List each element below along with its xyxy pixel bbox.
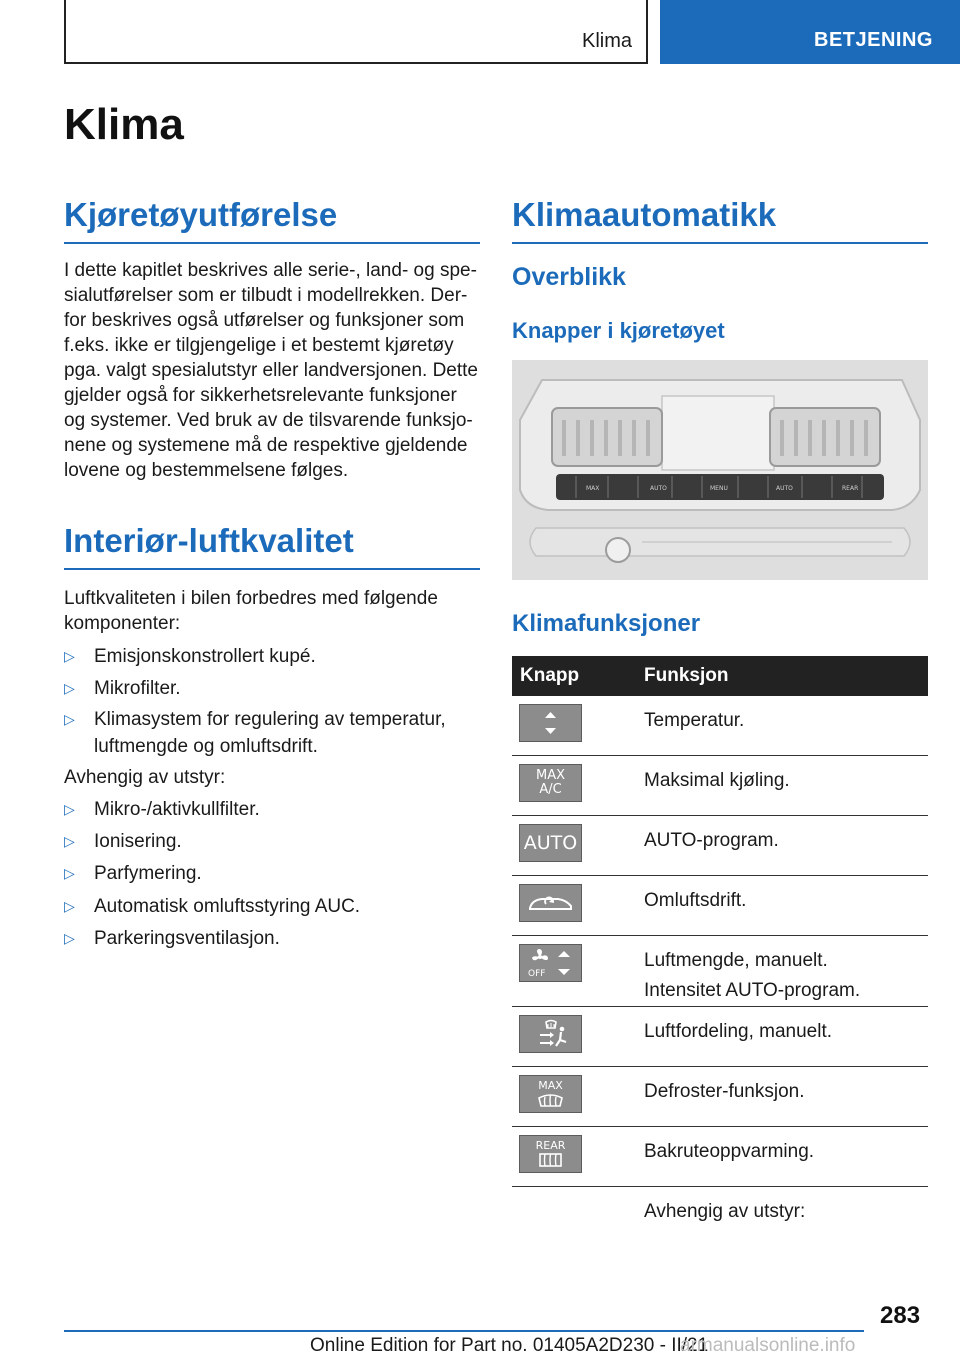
heading-overview: Overblikk <box>512 263 626 291</box>
list-item-text: Ionisering. <box>94 831 182 852</box>
footer-watermark: armanualsonline.info <box>680 1335 856 1356</box>
header-section-title: Klima <box>581 30 632 52</box>
panel-label: AUTO <box>650 485 667 492</box>
page-title: Klima <box>64 100 184 149</box>
list-item-text: Emisjonskonstrollert kupé. <box>94 646 316 667</box>
paragraph-vehicle-version <box>64 258 484 483</box>
text-line: I dette kapitlet beskrives alle serie-, land- og spe- <box>64 260 477 281</box>
heading-climate-functions: Klimafunksjoner <box>512 610 701 637</box>
table-row <box>512 816 928 876</box>
table-row <box>512 1127 928 1187</box>
function-description: Bakruteoppvarming. <box>636 1127 928 1187</box>
triangle-bullet-icon: ▷ <box>64 930 75 946</box>
text-line: nene og systemene må de respektive gjeldende <box>64 435 468 456</box>
panel-label: REAR <box>842 485 859 492</box>
table-row <box>512 1067 928 1127</box>
text-line: f.eks. ikke er tilgjengelige i et bestemt kjøretøy <box>64 335 454 356</box>
table-header-row <box>512 656 928 696</box>
depends-on-equipment-label: Avhengig av utstyr: <box>64 767 226 788</box>
icon-text: A/C <box>539 782 562 797</box>
temperature-arrows-icon <box>519 704 582 742</box>
text-line: luftmengde og omluftsdrift. <box>94 736 318 757</box>
table-row <box>512 936 928 1007</box>
air-distribution-icon <box>519 1015 582 1053</box>
climate-functions-table <box>512 656 928 1246</box>
function-description: Maksimal kjøling. <box>636 756 928 816</box>
list-item-text: Parkeringsventilasjon. <box>94 928 280 949</box>
column-header-function: Funksjon <box>636 656 928 696</box>
panel-label: MENU <box>710 485 728 492</box>
header-chapter-box <box>660 0 960 64</box>
list-item-text: Parfymering. <box>94 863 202 884</box>
page-number: 283 <box>880 1302 921 1329</box>
column-header-button: Knapp <box>512 656 636 696</box>
icon-text: REAR <box>535 1139 566 1152</box>
function-description: Omluftsdrift. <box>636 876 928 936</box>
list-item-text: Automatisk omluftsstyring AUC. <box>94 896 361 917</box>
list-item-text <box>94 706 484 760</box>
table-row <box>512 1187 928 1247</box>
triangle-bullet-icon: ▷ <box>64 711 75 727</box>
text-line: sialutførelser som er tilbudt i modellrekken. Der- <box>64 285 468 306</box>
heading-interior-air: Interiør-luftkvalitet <box>64 522 480 570</box>
text-line: for beskrives også utførelser og funksjoner som <box>64 310 465 331</box>
text-line: lovene og bestemmelsene følges. <box>64 460 349 481</box>
heading-buttons-in-vehicle: Knapper i kjøretøyet <box>512 318 725 343</box>
paragraph-air-quality <box>64 586 484 636</box>
text-line: pga. valgt spesialutstyr eller landversjonen. Dette <box>64 360 479 381</box>
function-description: Luftfordeling, manuelt. <box>636 1007 928 1067</box>
function-description: Temperatur. <box>636 696 928 756</box>
triangle-bullet-icon: ▷ <box>64 898 75 914</box>
auto-icon <box>519 824 582 862</box>
climate-panel-photo <box>512 360 928 580</box>
table-row <box>512 1007 928 1067</box>
max-ac-icon <box>519 764 582 802</box>
function-description: Intensitet AUTO-program. <box>644 980 861 1001</box>
function-description: Luftmengde, manuelt. <box>644 950 828 971</box>
max-defrost-icon <box>519 1075 582 1113</box>
header-section-box <box>64 0 648 64</box>
text-line: komponenter: <box>64 613 181 634</box>
text-line: Klimasystem for regulering av temperatur, <box>94 709 446 730</box>
icon-text: MAX <box>538 1079 563 1092</box>
triangle-bullet-icon: ▷ <box>64 680 75 696</box>
table-row <box>512 696 928 756</box>
triangle-bullet-icon: ▷ <box>64 801 75 817</box>
recirculation-car-icon <box>519 884 582 922</box>
table-row <box>512 876 928 936</box>
footer-divider <box>64 1330 864 1332</box>
icon-text: MAX <box>535 768 565 783</box>
depends-on-equipment-label: Avhengig av utstyr: <box>644 1201 806 1222</box>
rear-defrost-icon <box>519 1135 582 1173</box>
fan-speed-icon <box>519 944 582 982</box>
icon-text: OFF <box>528 969 546 979</box>
function-description: Defroster-funksjon. <box>636 1067 928 1127</box>
heading-vehicle-version: Kjøretøyutførelse <box>64 196 480 244</box>
list-item-text: Mikrofilter. <box>94 678 181 699</box>
panel-label: MAX <box>586 485 600 492</box>
panel-label: AUTO <box>776 485 793 492</box>
heading-automatic-climate: Klimaautomatikk <box>512 196 928 244</box>
function-description: AUTO-program. <box>636 816 928 876</box>
footer-edition-text: Online Edition for Part no. 01405A2D230 - II/21 <box>310 1335 709 1356</box>
text-line: Luftkvaliteten i bilen forbedres med følgende <box>64 588 438 609</box>
climate-panel-illustration <box>512 360 928 580</box>
text-line: gjelder også for sikkerhetsrelevante funksjoner <box>64 385 457 406</box>
header-chapter-title: BETJENING <box>814 29 933 51</box>
triangle-bullet-icon: ▷ <box>64 833 75 849</box>
text-line: og systemer. Ved bruk av de tilsvarende funksjo- <box>64 410 473 431</box>
list-item-text: Mikro-/aktivkullfilter. <box>94 799 260 820</box>
table-row <box>512 756 928 816</box>
triangle-bullet-icon: ▷ <box>64 865 75 881</box>
triangle-bullet-icon: ▷ <box>64 648 75 664</box>
icon-text: AUTO <box>523 832 578 854</box>
